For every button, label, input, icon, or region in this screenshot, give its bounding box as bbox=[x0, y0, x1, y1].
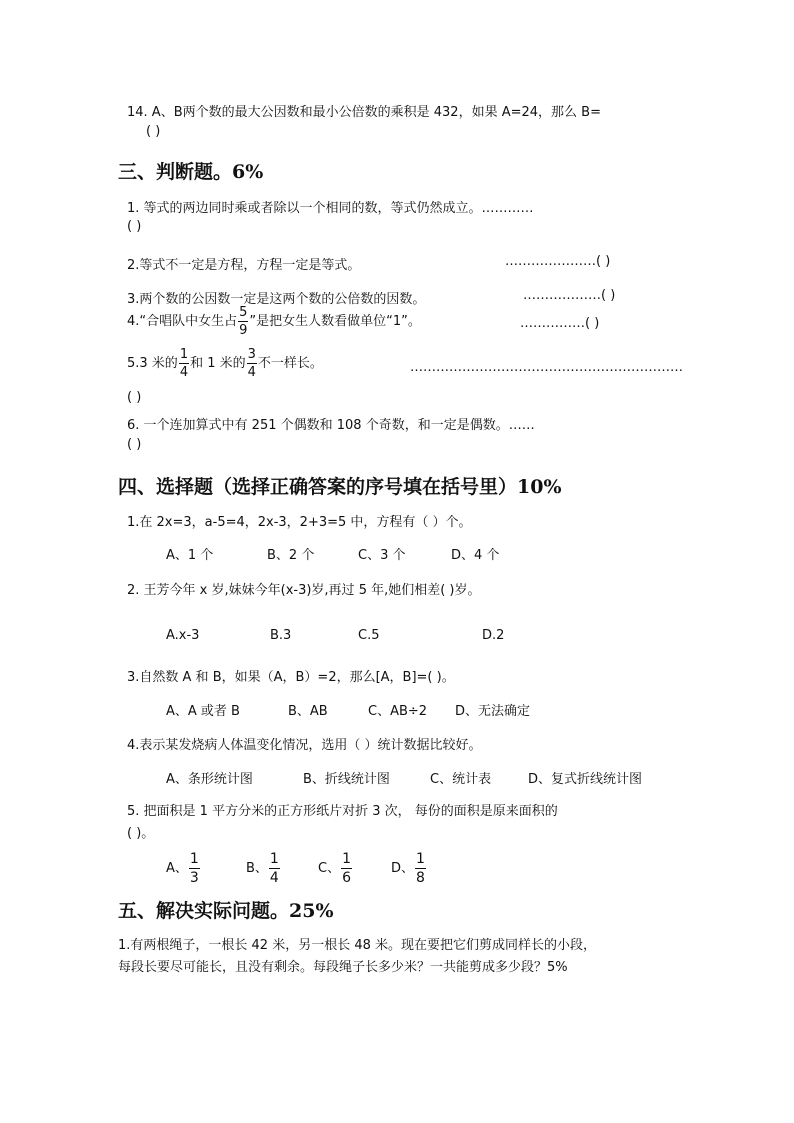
fraction-denominator: 4 bbox=[179, 365, 189, 380]
choice-3-option-a: A、A 或者 B bbox=[166, 704, 240, 719]
fraction-1-4 bbox=[269, 852, 280, 885]
judge-1-blank: ( ) bbox=[127, 219, 142, 234]
judge-3-blank: ………………( ) bbox=[523, 288, 616, 303]
choice-3-stem: 3.自然数 A 和 B，如果（A，B）=2，那么[A，B]=( )。 bbox=[127, 670, 455, 685]
q14-line1: 14. A、B两个数的最大公因数和最小公倍数的乘积是 432，如果 A=24，那么 B= bbox=[127, 105, 601, 120]
judge-6-blank: ( ) bbox=[127, 437, 142, 452]
fraction-5-9 bbox=[238, 306, 248, 337]
fraction-3-4 bbox=[247, 348, 257, 379]
fraction-denominator: 9 bbox=[239, 323, 248, 338]
choice-2-option-a: A.x-3 bbox=[166, 628, 200, 643]
choice-1-option-c: C、3 个 bbox=[358, 548, 406, 563]
fraction-numerator: 3 bbox=[247, 347, 256, 362]
choice-2-option-d: D.2 bbox=[482, 628, 505, 643]
choice-1-option-d: D、4 个 bbox=[451, 548, 500, 563]
fraction-denominator: 6 bbox=[342, 870, 351, 886]
judge-3-text: 3.两个数的公因数一定是这两个数的公倍数的因数。 bbox=[127, 292, 426, 307]
choice-5-option-c bbox=[318, 852, 353, 885]
judge-4-text bbox=[127, 306, 421, 337]
option-label: C、 bbox=[318, 861, 341, 876]
fraction-1-3 bbox=[189, 852, 200, 885]
choice-5-option-a bbox=[166, 852, 201, 885]
choice-2-option-b: B.3 bbox=[270, 628, 292, 643]
choice-3-option-b: B、AB bbox=[288, 704, 328, 719]
judge-5-blank: ( ) bbox=[127, 390, 142, 405]
judge-2-text: 2.等式不一定是方程，方程一定是等式。 bbox=[127, 258, 361, 273]
judge-5-text bbox=[127, 348, 323, 379]
section-5-title: 五、解决实际问题。25% bbox=[118, 900, 334, 922]
fraction-1-4 bbox=[179, 348, 189, 379]
fraction-denominator: 8 bbox=[416, 870, 425, 886]
judge-4-post: ”是把女生人数看做单位“1”。 bbox=[249, 314, 421, 329]
choice-1-stem: 1.在 2x=3，a-5=4，2x-3，2+3=5 中，方程有（ ）个。 bbox=[127, 515, 472, 530]
section-4-title: 四、选择题（选择正确答案的序号填在括号里）10% bbox=[118, 476, 562, 498]
choice-3-option-d: D、无法确定 bbox=[455, 704, 531, 719]
judge-4-pre: 4.“合唱队中女生占 bbox=[127, 314, 238, 329]
choice-1-option-a: A、1 个 bbox=[166, 548, 214, 563]
judge-5-pre: 5.3 米的 bbox=[127, 356, 178, 371]
judge-1-text: 1. 等式的两边同时乘或者除以一个相同的数，等式仍然成立。………… bbox=[127, 201, 534, 216]
choice-4-option-a: A、条形统计图 bbox=[166, 772, 253, 787]
q14-answer-blank: ( ) bbox=[146, 124, 161, 139]
option-label: D、 bbox=[391, 861, 415, 876]
judge-2-blank: …………………( ) bbox=[505, 254, 611, 269]
judge-6-text: 6. 一个连加算式中有 251 个偶数和 108 个奇数，和一定是偶数。…… bbox=[127, 418, 535, 433]
choice-2-option-c: C.5 bbox=[358, 628, 380, 643]
fraction-numerator: 1 bbox=[342, 851, 351, 867]
judge-5-dots: ……………………………………………………… bbox=[410, 360, 683, 375]
choice-4-option-b: B、折线统计图 bbox=[303, 772, 390, 787]
problem-1-line2: 每段长要尽可能长，且没有剩余。每段绳子长多少米？一共能剪成多少段？5% bbox=[118, 960, 568, 975]
fraction-denominator: 4 bbox=[247, 365, 256, 380]
fraction-numerator: 1 bbox=[416, 851, 425, 867]
judge-5-mid: 和 1 米的 bbox=[190, 356, 246, 371]
choice-4-stem: 4.表示某发烧病人体温变化情况，选用（ ）统计数据比较好。 bbox=[127, 738, 482, 753]
choice-4-option-c: C、统计表 bbox=[430, 772, 492, 787]
choice-4-option-d: D、复式折线统计图 bbox=[528, 772, 643, 787]
choice-5-blank: ( )。 bbox=[127, 826, 155, 841]
choice-5-stem: 5. 把面积是 1 平方分米的正方形纸片对折 3 次， 每份的面积是原来面积的 bbox=[127, 804, 558, 819]
choice-1-option-b: B、2 个 bbox=[267, 548, 315, 563]
choice-2-stem: 2. 王芳今年 x 岁,妹妹今年(x-3)岁,再过 5 年,她们相差( )岁。 bbox=[127, 583, 481, 598]
choice-5-option-d bbox=[391, 852, 427, 885]
fraction-denominator: 4 bbox=[269, 870, 279, 886]
judge-4-blank: ……………( ) bbox=[520, 316, 600, 331]
fraction-denominator: 3 bbox=[189, 870, 199, 886]
fraction-1-8 bbox=[415, 852, 426, 885]
fraction-numerator: 1 bbox=[179, 347, 189, 362]
fraction-1-6 bbox=[341, 852, 352, 885]
option-label: A、 bbox=[166, 861, 188, 876]
fraction-numerator: 1 bbox=[189, 851, 199, 867]
fraction-numerator: 5 bbox=[239, 305, 248, 320]
choice-5-option-b bbox=[246, 852, 281, 885]
section-3-title: 三、判断题。6% bbox=[118, 161, 264, 183]
judge-5-post: 不一样长。 bbox=[257, 356, 323, 371]
fraction-numerator: 1 bbox=[269, 851, 279, 867]
choice-3-option-c: C、AB÷2 bbox=[368, 704, 428, 719]
option-label: B、 bbox=[246, 861, 268, 876]
problem-1-line1: 1.有两根绳子，一根长 42 米，另一根长 48 米。现在要把它们剪成同样长的小段， bbox=[118, 938, 597, 953]
